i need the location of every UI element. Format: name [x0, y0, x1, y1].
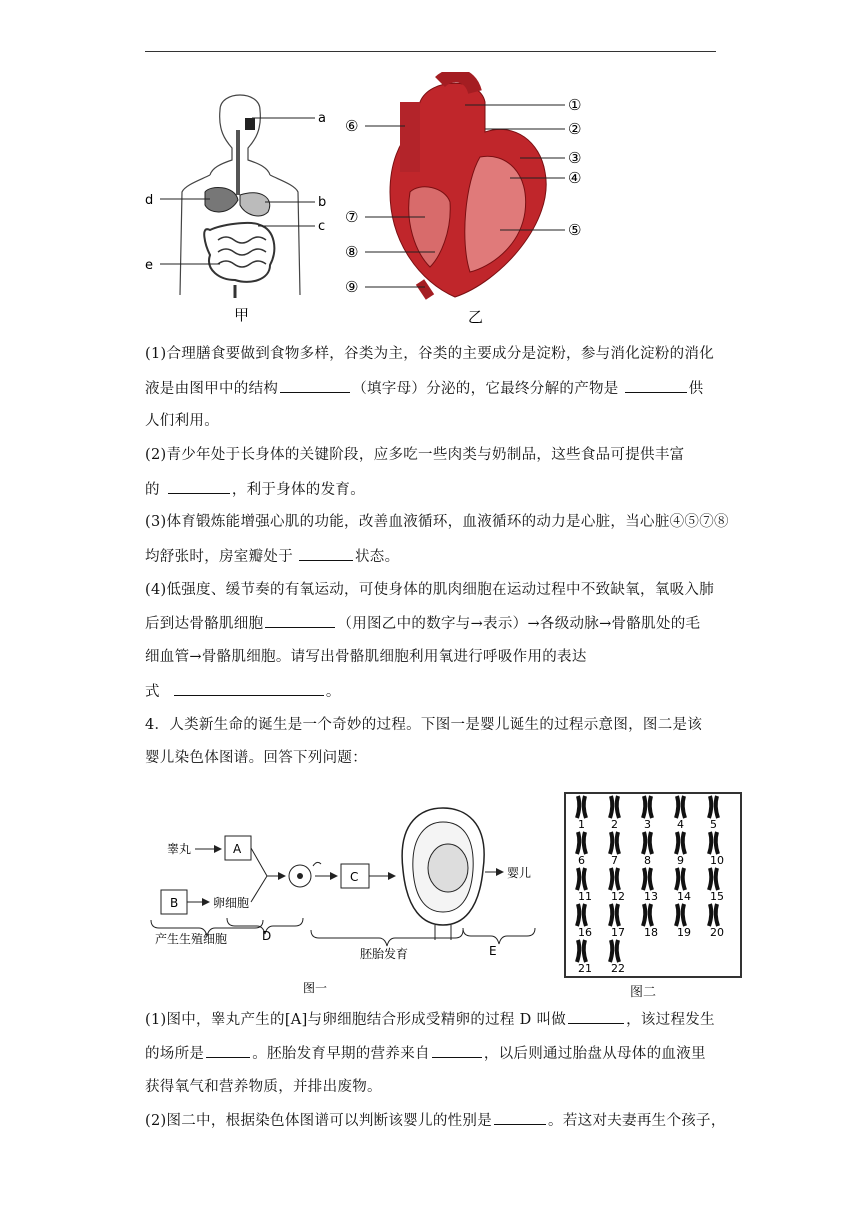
blank-9[interactable]	[432, 1043, 482, 1058]
chromosome-pair-16	[577, 904, 592, 939]
heart-figure	[340, 72, 600, 327]
q4-intro-line1: 4．人类新生命的诞生是一个奇妙的过程。下图一是婴儿诞生的过程示意图，图二是该	[145, 717, 703, 733]
digestive-system-figure	[140, 80, 340, 325]
chromosome-pair-8	[643, 832, 652, 867]
q3-p3-line2: 均舒张时，房室瓣处于 状态。	[145, 546, 399, 567]
label-1: ①	[568, 96, 582, 114]
caption-jia: 甲	[234, 306, 250, 324]
blank-4[interactable]	[299, 546, 353, 561]
q4-intro-line2: 婴儿染色体图谱。回答下列问题：	[145, 750, 367, 766]
label-d: d	[145, 193, 154, 208]
chromosome-number-11: 11	[578, 890, 592, 903]
header-rule	[145, 51, 716, 52]
label-testis: 睾丸	[167, 842, 192, 856]
caption-fig2: 图二	[630, 985, 657, 1000]
karyotype-chromosomes	[564, 792, 742, 978]
label-b: b	[318, 195, 327, 210]
chromosome-number-8: 8	[644, 854, 651, 867]
chromosome-pair-10	[709, 832, 724, 867]
chromosome-number-18: 18	[644, 926, 658, 939]
label-9: ⑨	[345, 278, 359, 296]
q4-p1-line2: 的场所是 。胚胎发育早期的营养来自 ，以后则通过胎盘从母体的血液里	[145, 1043, 706, 1064]
chromosome-pair-12	[610, 868, 625, 903]
chromosome-number-5: 5	[710, 818, 717, 831]
chromosome-pair-2	[610, 796, 619, 831]
label-baby: 婴儿	[507, 866, 532, 880]
q3-p2-line1: (2)青少年处于长身体的关键阶段，应多吃一些肉类与奶制品，这些食品可提供丰富	[145, 447, 685, 463]
chromosome-number-15: 15	[710, 890, 724, 903]
chromosome-pair-9	[676, 832, 685, 867]
chromosome-number-21: 21	[578, 962, 592, 975]
q3-p1-line2: 液是由图甲中的结构 （填字母）分泌的，它最终分解的产物是 供	[145, 378, 703, 399]
chromosome-number-22: 22	[611, 962, 625, 975]
label-4: ④	[568, 169, 582, 187]
blank-8[interactable]	[206, 1043, 250, 1058]
chromosome-pair-11	[577, 868, 592, 903]
label-7: ⑦	[345, 208, 359, 226]
chromosome-pair-3	[643, 796, 652, 831]
label-6: ⑥	[345, 117, 359, 135]
label-8: ⑧	[345, 243, 359, 261]
q4-p1-line3: 获得氧气和营养物质，并排出废物。	[145, 1079, 382, 1095]
chromosome-number-12: 12	[611, 890, 625, 903]
chromosome-pair-18	[643, 904, 658, 939]
label-gamete: 产生生殖细胞	[155, 932, 228, 946]
birth-process-figure	[145, 800, 545, 1000]
label-A: A	[233, 842, 242, 856]
chromosome-number-16: 16	[578, 926, 592, 939]
chromosome-number-7: 7	[611, 854, 618, 867]
chromosome-pair-14	[676, 868, 691, 903]
q3-p1-line1: (1)合理膳食要做到食物多样，谷类为主，谷类的主要成分是淀粉，参与消化淀粉的消化	[145, 346, 715, 362]
q3-p3-line1: (3)体育锻炼能增强心肌的功能，改善血液循环，血液循环的动力是心脏，当心脏④⑤⑦⑧	[145, 514, 729, 530]
label-egg: 卵细胞	[213, 896, 250, 910]
blank-1[interactable]	[280, 378, 350, 393]
label-c: c	[318, 219, 326, 234]
chromosome-pair-22	[610, 940, 625, 975]
q3-p2-line2: 的 ，利于身体的发育。	[145, 479, 365, 500]
chromosome-number-10: 10	[710, 854, 724, 867]
chromosome-pair-1	[577, 796, 586, 831]
chromosome-pair-17	[610, 904, 625, 939]
chromosome-pair-13	[643, 868, 658, 903]
chromosome-pair-15	[709, 868, 724, 903]
chromosome-pair-19	[676, 904, 691, 939]
blank-5[interactable]	[265, 613, 335, 628]
chromosome-pair-4	[676, 796, 685, 831]
chromosome-number-4: 4	[677, 818, 684, 831]
q3-p1-line3: 人们利用。	[145, 413, 219, 429]
q3-p4-line3: 细血管→骨骼肌细胞。请写出骨骼肌细胞利用氧进行呼吸作用的表达	[145, 649, 587, 665]
chromosome-number-3: 3	[644, 818, 651, 831]
chromosome-number-17: 17	[611, 926, 625, 939]
label-3: ③	[568, 149, 582, 167]
label-a: a	[318, 111, 326, 126]
q3-p4-line1: (4)低强度、缓节奏的有氧运动，可使身体的肌肉细胞在运动过程中不致缺氧，氧吸入肺	[145, 582, 715, 598]
blank-10[interactable]	[494, 1110, 546, 1125]
label-e: e	[145, 258, 153, 273]
blank-3[interactable]	[168, 479, 230, 494]
chromosome-number-2: 2	[611, 818, 618, 831]
q3-p4-line2: 后到达骨骼肌细胞 （用图乙中的数字与→表示）→各级动脉→骨骼肌处的毛	[145, 613, 700, 634]
label-5: ⑤	[568, 221, 582, 239]
label-embryo: 胚胎发育	[360, 947, 409, 961]
chromosome-pair-21	[577, 940, 592, 975]
chromosome-number-1: 1	[578, 818, 585, 831]
chromosome-pair-20	[709, 904, 724, 939]
chromosome-pair-7	[610, 832, 619, 867]
blank-6[interactable]	[174, 681, 324, 696]
q4-p1-line1: (1)图中，睾丸产生的[A]与卵细胞结合形成受精卵的过程 D 叫做 ，该过程发生	[145, 1009, 715, 1030]
chromosome-number-20: 20	[710, 926, 724, 939]
q3-p4-line4: 式 。	[145, 681, 341, 702]
chromosome-number-13: 13	[644, 890, 658, 903]
caption-fig1: 图一	[303, 981, 328, 995]
chromosome-pair-5	[709, 796, 718, 831]
chromosome-number-19: 19	[677, 926, 691, 939]
blank-7[interactable]	[568, 1009, 624, 1024]
label-2: ②	[568, 120, 582, 138]
blank-2[interactable]	[625, 378, 687, 393]
chromosome-number-9: 9	[677, 854, 684, 867]
label-B: B	[170, 896, 179, 910]
chromosome-number-6: 6	[578, 854, 585, 867]
q4-p2-line1: (2)图二中，根据染色体图谱可以判断该婴儿的性别是 。若这对夫妻再生个孩子，	[145, 1110, 726, 1131]
label-E: E	[489, 944, 497, 958]
caption-yi: 乙	[468, 308, 484, 326]
label-C: C	[350, 870, 359, 884]
chromosome-number-14: 14	[677, 890, 691, 903]
label-D: D	[262, 929, 272, 943]
chromosome-pair-6	[577, 832, 586, 867]
